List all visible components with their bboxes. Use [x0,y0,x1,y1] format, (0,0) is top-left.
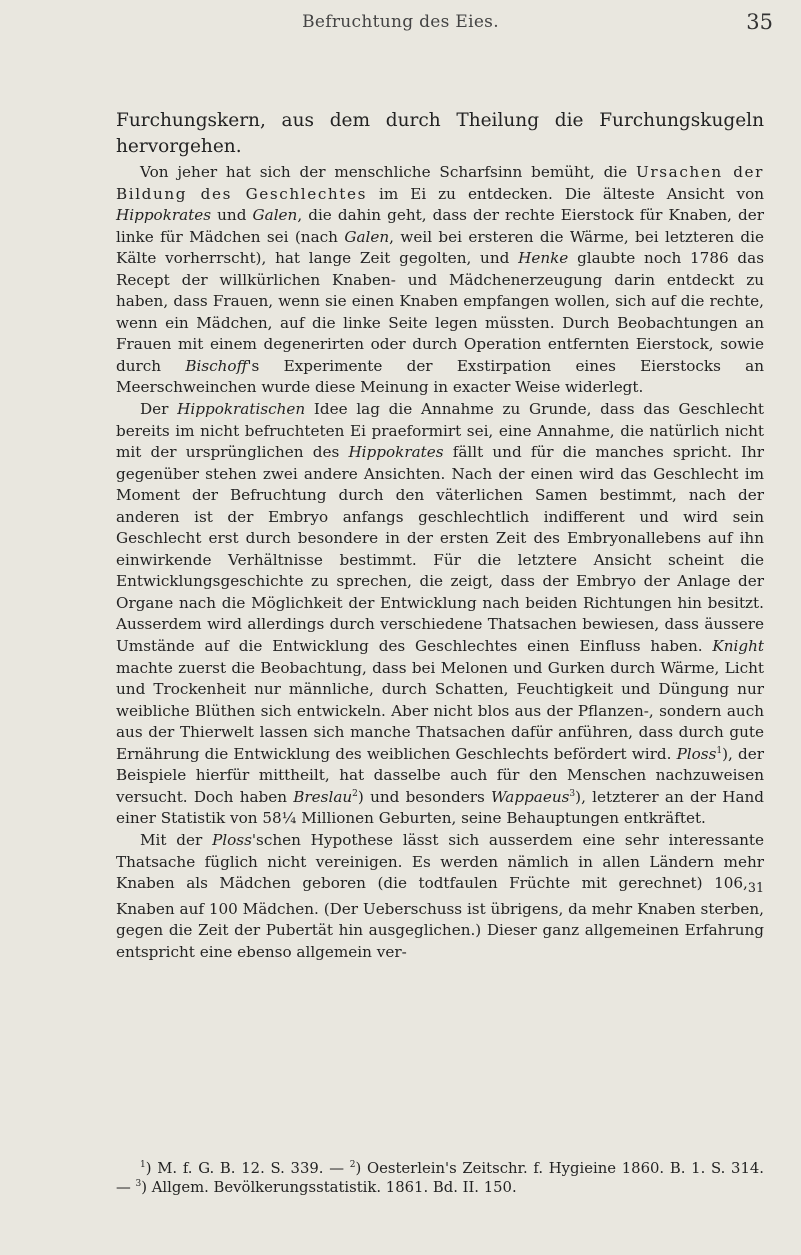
author-name: Henke [518,249,569,268]
footnote-marker: 3 [135,1179,142,1190]
text-run: , die dahin geht, dass der rechte Eierstock für Knaben, der linke für Mädchen sei (nach [116,206,765,246]
author-name: Ploss [676,744,717,763]
text-run: und [211,206,253,225]
author-name: Galen [344,227,390,246]
footnote-line [116,1159,764,1197]
text-run: ), der Beispiele hierfür mittheilt, hat dasselbe auch für den Menschen nachzuweisen versucht. Doch haben [116,744,764,806]
author-name: Breslau [293,787,353,806]
text-run: Knaben auf 100 Mädchen. (Der Ueberschuss ist übrigens, da mehr Knaben sterben, gegen die Zeit der Pubertät hin ausgeglichen.) Dieser ganz allgemeinen Erfahrung entspricht eine ebenso allgemein ver- [116,899,764,961]
text-run: fällt und für die manches spricht. Ihr gegenüber stehen zwei andere Ansichten. Nach der einen wird das Geschlecht im Moment der Befruchtung durch den väterlichen Samen bestimmt, nach der anderen ist der Embryo anfangs geschlechtlich indifferent und wird sein Geschlecht erst durch besondere in der ersten Zeit des Embryonallebens auf ihn einwirkende Verhältnisse bestimmt. Für die letztere Ansicht scheint die Entwicklungsgeschichte zu sprechen, die zeigt, dass der Embryo der Anlage der Organe nach die Möglichkeit der Entwicklung nach beiden Richtungen hin besitzt. Ausserdem wird allerdings durch verschiedene Thatsachen bewiesen, dass äussere Umstände auf die Entwicklung des Geschlechtes einen Einfluss haben. [116,443,764,656]
text-run: Idee lag die Annahme zu Grunde, dass das Geschlecht bereits im nicht befruchteten Ei praeformirt sei, eine Annahme, die natürlich nicht mit der ursprünglichen des [116,400,764,462]
text-run: Der [140,400,178,419]
text-run: im Ei zu entdecken. Die älteste Ansicht von [367,184,765,203]
paragraph-2 [116,399,764,830]
text-run: Von jeher hat sich der menschliche Scharfsinn bemüht, die [140,163,637,181]
page-header [0,12,801,42]
author-name: Hippokrates [348,443,444,462]
text-run: machte zuerst die Beobachtung, dass bei Melonen und Gurken durch Wärme, Licht und Trockenheit nur männliche, durch Schatten, Feuchtigkeit und Düngung nur weibliche Blüthen sich entwickeln. Aber nicht blos aus der Pflanzen-, sondern auch aus der Thierwelt lassen sich manche Thatsachen dafür anführen, dass durch gute Ernährung die Entwicklung des weiblichen Geschlechts befördert wird. [116,658,764,763]
footnote-ref: 3 [569,788,576,799]
paragraph-3 [116,830,764,963]
footnote-marker: 2 [349,1160,356,1171]
author-name: Knight [712,637,764,656]
text-run: , weil bei ersteren die Wärme, bei letzteren die Kälte vorherrscht), hat lange Zeit gegolten, und [116,227,764,268]
paragraph-continuation [116,108,764,160]
text-run: Mit der [140,830,213,849]
text-run: ), letzterer an der Hand einer Statistik von 58¼ Millionen Geburten, seine Behauptungen entkräftet. [116,787,764,828]
author-name: Wappaeus [491,787,570,806]
emphasized-phrase: Ursachen der Bildung des Geschlechtes [116,163,765,203]
text-run: Furchungskern, aus dem durch Theilung die Furchungskugeln hervorgehen. [116,110,764,157]
text-run: ) und besonders [357,787,492,806]
footnote-text: ) Oesterlein's Zeitschr. f. Hygieine 1860. B. 1. S. 314. — [116,1160,764,1196]
text-run: 'schen Hypothese lässt sich ausserdem eine sehr interessante Thatsache füglich nicht vereinigen. Es werden nämlich in allen Ländern mehr Knaben als Mädchen geboren (die todtfaulen Früchte mit gerechnet) 106, [116,830,765,893]
running-title: Befruchtung des Eies. [302,12,499,32]
author-name: Hippokrates [116,206,212,225]
main-text [116,108,764,963]
footnote-text: ) M. f. G. B. 12. S. 339. — [145,1160,350,1177]
footnote-ref: 1 [716,745,723,756]
paragraph-1 [116,162,764,399]
footnote-text: ) Allgem. Bevölkerungsstatistik. 1861. Bd. II. 150. [141,1179,517,1196]
page-number: 35 [746,10,773,34]
text-run: glaubte noch 1786 das Recept der willkürlichen Knaben- und Mädchenerzeugung darin entdeckt zu haben, dass Frauen, wenn sie einen Knaben empfangen wollen, sich auf die rechte, wenn ein Mädchen, auf die linke Seite legen müssten. Durch Beobachtungen an Frauen mit einem degenerirten oder durch Operation entfernten Eierstock, sowie durch [116,249,764,375]
author-name: Galen [252,206,298,225]
author-name: Ploss [212,830,252,849]
footnotes [116,1159,764,1197]
footnote-ref: 2 [352,788,358,799]
author-name: Bischoff [185,356,248,375]
subscript-digits: 31 [747,880,764,896]
author-name: Hippokratischen [177,400,306,419]
text-run: 's Experimente der Exstirpation eines Eierstocks an Meerschweinchen wurde diese Meinung in exacter Weise widerlegt. [116,356,764,397]
footnote-marker: 1 [140,1160,146,1171]
